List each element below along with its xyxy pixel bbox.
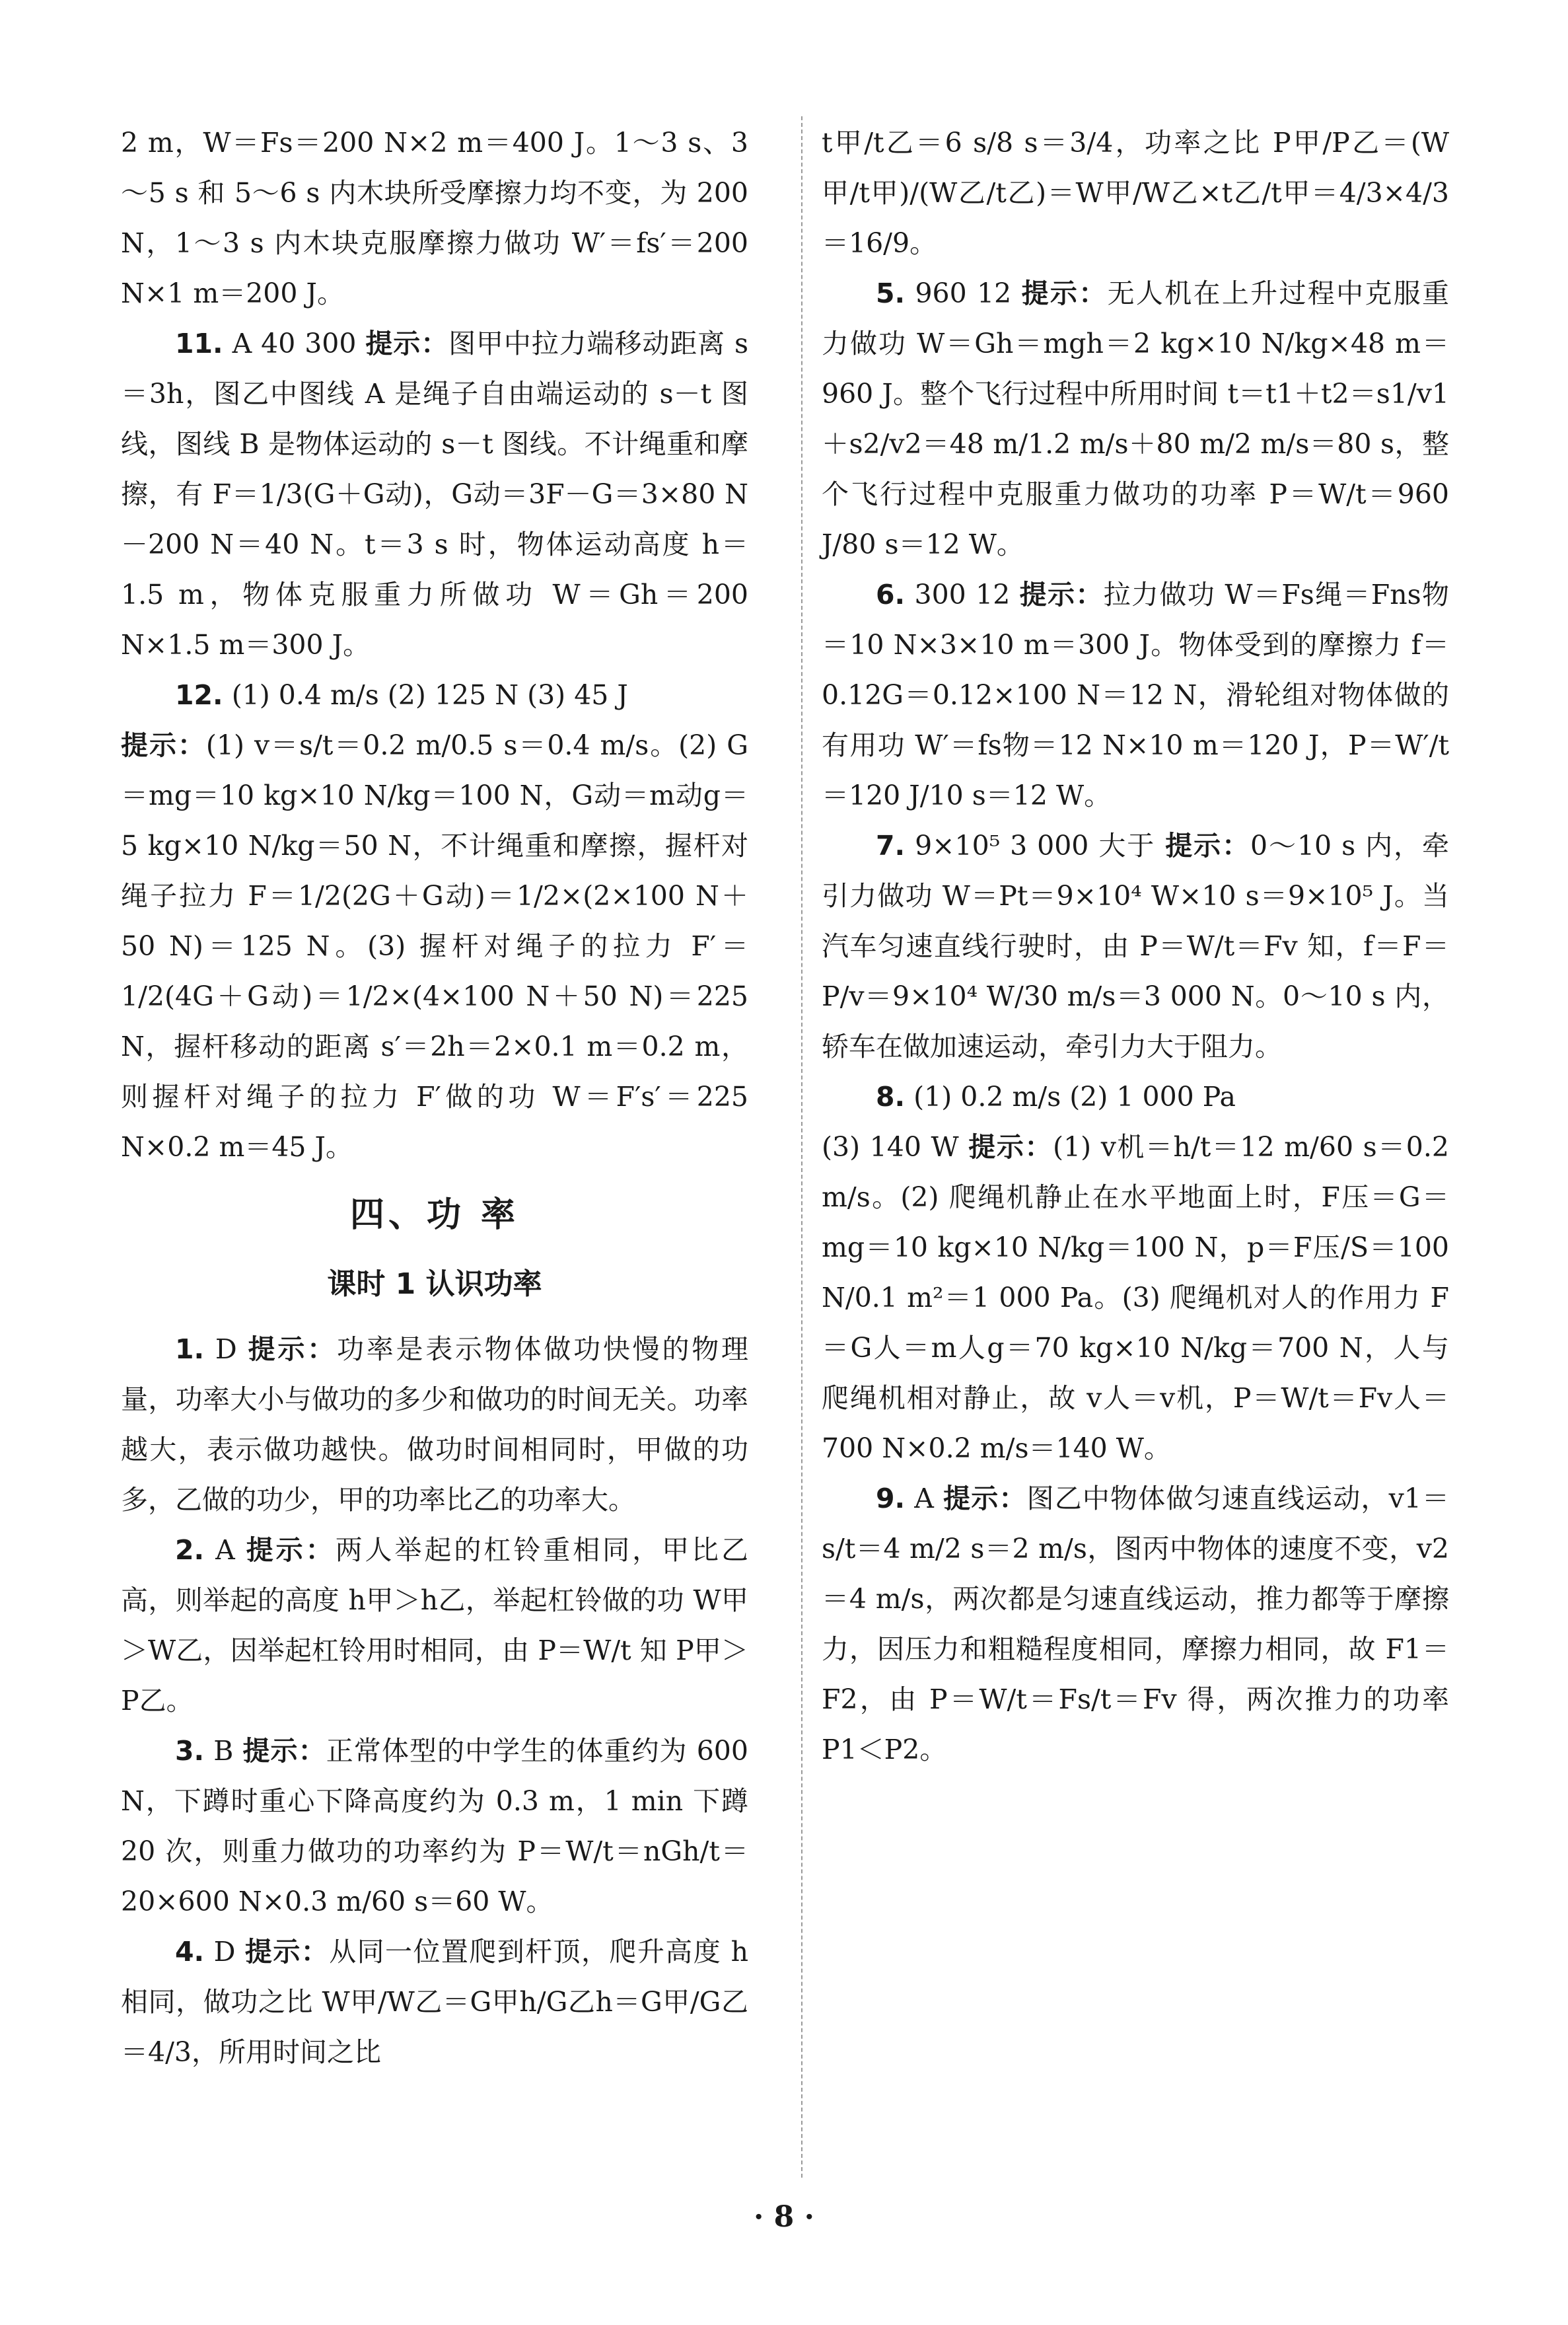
answer-item-6 (822, 570, 1449, 821)
hint-text: 两人举起的杠铃重相同，甲比乙高，则举起的高度 h甲＞h乙，举起杠铃做的功 W甲＞W乙，因举起杠铃用时相同，由 P＝W/t 知 P甲＞P乙。 (121, 1534, 749, 1716)
question-number: 8. (876, 1081, 906, 1113)
hint-text: 无人机在上升过程中克服重力做功 W＝Gh＝mgh＝2 kg×10 N/kg×48 m＝960 J。整个飞行过程中所用时间 t＝t1＋t2＝s1/v1＋s2/v2＝48 m/1.2 m/s＋80 m/2 m/s＝80 s，整个飞行过程中克服重力做功的功率 P＝W/t＝960 J/80 s＝12 W。 (822, 277, 1450, 560)
answer-item-4 (121, 1927, 748, 2077)
answer: 960 12 (915, 277, 1012, 309)
hint-text: (1) v机＝h/t＝12 m/60 s＝0.2 m/s。(2) 爬绳机静止在水平地面上时，F压＝G＝mg＝10 kg×10 N/kg＝100 N，p＝F压/S＝100 N/0.1 m²＝1 000 Pa。(3) 爬绳机对人的作用力 F＝G人＝m人g＝70 kg×10 N/kg＝700 N，人与爬绳机相对静止，故 v人＝v机，P＝W/t＝Fv人＝700 N×0.2 m/s＝140 W。 (822, 1131, 1450, 1464)
hint-text: 0～10 s 内，牵引力做功 W＝Pt＝9×10⁴ W×10 s＝9×10⁵ J。当汽车匀速直线行驶时，由 P＝W/t＝Fv 知，f＝F＝P/v＝9×10⁴ W/30 m/s＝3 000 N。0～10 s 内，轿车在做加速运动，牵引力大于阻力。 (822, 830, 1449, 1062)
hint-label: 提示： (365, 328, 449, 359)
hint-label: 提示： (968, 1131, 1053, 1163)
section-title: 四、功 率 (349, 1195, 520, 1235)
question-number: 2. (175, 1534, 205, 1566)
answer: D (215, 1333, 237, 1365)
answer: A 40 300 (232, 328, 357, 359)
answer: (3) 140 W (822, 1131, 959, 1163)
answer-item-12-hint (121, 720, 748, 1172)
paragraph-text: 2 m，W＝Fs＝200 N×2 m＝400 J。1～3 s、3～5 s 和 5～6 s 内木块所受摩擦力均不变，为 200 N，1～3 s 内木块克服摩擦力做功 W′＝fs′＝200 N×1 m＝200 J。 (121, 127, 748, 309)
hint-label: 提示： (1021, 277, 1108, 309)
hint-text: (1) v＝s/t＝0.2 m/0.5 s＝0.4 m/s。(2) G＝mg＝10 kg×10 N/kg＝100 N，G动＝m动g＝5 kg×10 N/kg＝50 N，不计绳重和摩擦，握杆对绳子拉力 F＝1/2(2G＋G动)＝1/2×(2×100 N＋50 N)＝125 N。(3) 握杆对绳子的拉力 F′＝1/2(4G＋G动)＝1/2×(4×100 N＋50 N)＝225 N，握杆移动的距离 s′＝2h＝2×0.1 m＝0.2 m，则握杆对绳子的拉力 F′做的功 W＝F′s′＝225 N×0.2 m＝45 J。 (121, 729, 749, 1163)
answer: A (215, 1534, 235, 1566)
answer-item-1 (121, 1324, 748, 1525)
question-number: 11. (175, 328, 223, 359)
answer: 300 12 (914, 579, 1011, 610)
answer-item-12 (121, 670, 748, 720)
hint-label: 提示： (244, 1936, 330, 1968)
hint-text: 正常体型的中学生的体重约为 600 N，下蹲时重心下降高度约为 0.3 m，1 min 下蹲 20 次，则重力做功的功率约为 P＝W/t＝nGh/t＝20×600 N×0.3 m/60 s＝60 W。 (121, 1735, 748, 1917)
answer-item-11 (121, 318, 748, 670)
question-number: 4. (175, 1936, 205, 1968)
answer-item-3 (121, 1726, 748, 1927)
answer: 9×10⁵ 3 000 大于 (915, 830, 1156, 862)
answer: (1) 0.2 m/s (2) 1 000 Pa (913, 1081, 1236, 1113)
question-number: 12. (175, 679, 223, 711)
question-number: 1. (175, 1333, 205, 1365)
hint-label: 提示： (1165, 830, 1251, 862)
hint-text: 拉力做功 W＝Fs绳＝Fns物＝10 N×3×10 m＝300 J。物体受到的摩擦力 f＝0.12G＝0.12×100 N＝12 N，滑轮组对物体做的有用功 W′＝fs物＝12 N×10 m＝120 J，P＝W′/t＝120 J/10 s＝12 W。 (822, 579, 1449, 811)
hint-text: 图甲中拉力端移动距离 s＝3h，图乙中图线 A 是绳子自由端运动的 s－t 图线，图线 B 是物体运动的 s－t 图线。不计绳重和摩擦，有 F＝1/3(G＋G动)，G动＝3F－G＝3×80 N－200 N＝40 N。t＝3 s 时，物体运动高度 h＝1.5 m，物体克服重力所做功 W＝Gh＝200 N×1.5 m＝300 J。 (121, 328, 748, 661)
answer: A (914, 1483, 934, 1514)
answer-item-9 (822, 1473, 1449, 1775)
question-number: 9. (876, 1483, 906, 1514)
left-column (121, 118, 748, 2077)
page-number: · 8 · (754, 2200, 814, 2234)
hint-label: 提示： (242, 1735, 326, 1767)
hint-label: 提示： (248, 1333, 337, 1365)
hint-label: 提示： (1019, 579, 1104, 610)
hint-text: 从同一位置爬到杆顶，爬升高度 h 相同，做功之比 W甲/W乙＝G甲h/G乙h＝G甲/G乙＝4/3，所用时间之比 (121, 1936, 749, 2068)
answer-item-8 (822, 1072, 1449, 1122)
hint-text: 图乙中物体做匀速直线运动，v1＝s/t＝4 m/2 s＝2 m/s，图丙中物体的速度不变，v2＝4 m/s，两次都是匀速直线运动，推力都等于摩擦力，因压力和粗糙程度相同，摩擦力相同，故 F1＝F2，由 P＝W/t＝Fs/t＝Fv 得，两次推力的功率 P1＜P2。 (822, 1483, 1449, 1765)
question-number: 7. (876, 830, 906, 862)
question-number: 3. (175, 1735, 205, 1767)
answer: D (213, 1936, 236, 1968)
answer: (1) 0.4 m/s (2) 125 N (3) 45 J (231, 679, 628, 711)
question-number: 6. (876, 579, 906, 610)
right-column (822, 118, 1449, 1775)
answer-item-5 (822, 268, 1449, 570)
answer: B (213, 1735, 234, 1767)
column-divider (801, 116, 802, 2178)
answer-item-8-cont (822, 1122, 1449, 1473)
hint-label: 提示： (246, 1534, 336, 1566)
hint-text: t甲/t乙＝6 s/8 s＝3/4，功率之比 P甲/P乙＝(W甲/t甲)/(W乙/t乙)＝W甲/W乙×t乙/t甲＝4/3×4/3＝16/9。 (822, 127, 1449, 259)
hint-label: 提示： (121, 729, 206, 761)
hint-text: 功率是表示物体做功快慢的物理量，功率大小与做功的多少和做功的时间无关。功率越大，表示做功越快。做功时间相同时，甲做的功多，乙做的功少，甲的功率比乙的功率大。 (121, 1333, 748, 1516)
hint-label: 提示： (943, 1483, 1027, 1514)
answer-item-2 (121, 1525, 748, 1726)
question-number: 5. (876, 277, 906, 309)
lesson-title: 课时 1 认识功率 (327, 1267, 542, 1301)
paragraph (121, 118, 748, 318)
answer-item-4-cont (822, 118, 1449, 268)
answer-item-7 (822, 821, 1449, 1072)
